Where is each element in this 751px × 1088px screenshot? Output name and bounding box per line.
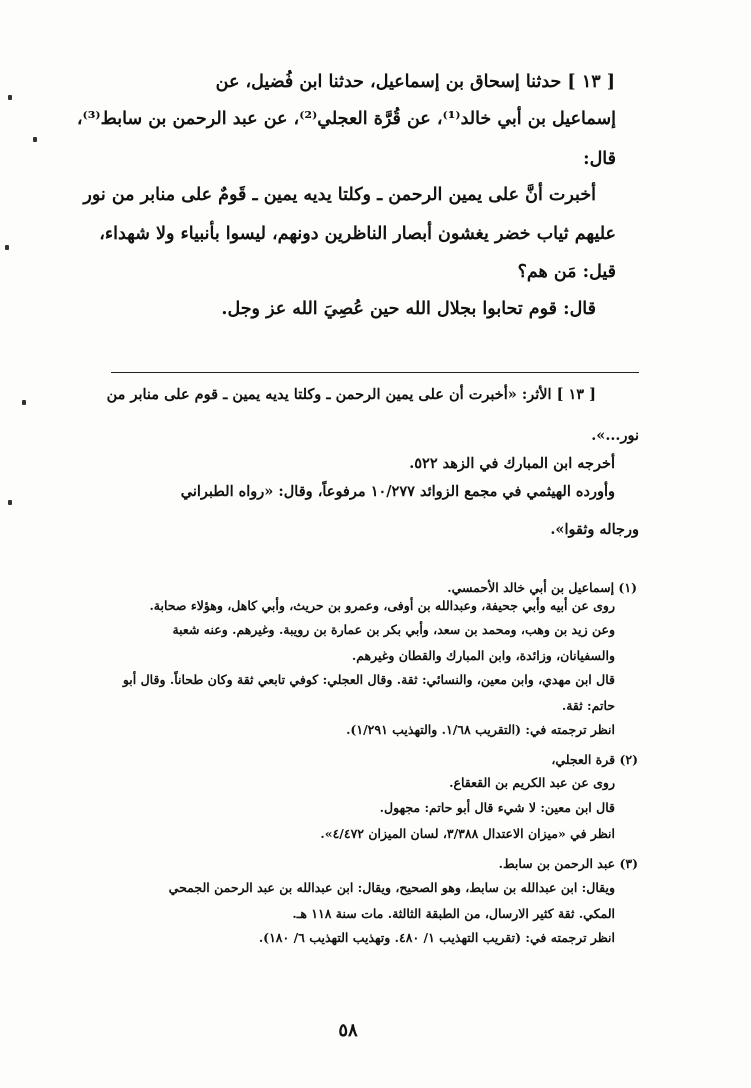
footnote-line: روى عن عبد الكريم بن القعقاع. [449, 775, 615, 790]
commentary-line: وأورده الهيثمي في مجمع الزوائد ١٠/٢٧٧ مرفوعاً، وقال: «رواه الطبراني [180, 483, 615, 500]
scan-speck [5, 245, 9, 250]
footnote-line: ويقال: ابن عبدالله بن سابط، وهو الصحيح، ويقال: ابن عبدالله بن عبد الرحمن الجمحي [168, 880, 615, 895]
footnote-line: (٣) عبد الرحمن بن سابط. [498, 856, 638, 871]
footnote-line: انظر ترجمته في: (تقريب التهذيب ١/ ٤٨٠. وتهذيب التهذيب ٦/ ١٨٠). [258, 930, 615, 945]
footnote-line: انظر في «ميزان الاعتدال ٣/٣٨٨، لسان الميزان ٤/٤٧٢». [320, 826, 615, 841]
footnote-line: قال ابن معين: لا شيء قال أبو حاتم: مجهول. [379, 800, 615, 815]
footnote-line: (١) إسماعيل بن أبي خالد الأحمسي. [447, 580, 637, 595]
footnote-line: روى عن أبيه وأبي جحيفة، وعبدالله بن أوفى، وعمرو بن حريث، وأبي كاهل، وهؤلاء صحابة. [149, 598, 615, 613]
scan-speck [33, 137, 37, 142]
commentary-line: [ ١٣ ] الأثر: «أخبرت أن على يمين الرحمن ـ وكلتا يديه يمين ـ قوم على منابر من [106, 386, 596, 403]
scan-speck [8, 95, 12, 100]
footnote-line: انظر ترجمته في: (التقريب ١/٦٨. والتهذيب ١/٢٩١). [346, 722, 615, 737]
main-line: عليهم ثياب خضر يغشون أبصار الناظرين دونهم، ليسوا بأنبياء ولا شهداء، [99, 224, 616, 244]
separator-rule [111, 372, 639, 373]
scan-speck [8, 500, 12, 505]
scan-speck [22, 400, 26, 405]
main-line: قيل: مَن هم؟ [517, 262, 616, 282]
main-line: قال: قوم تحابوا بجلال الله حين عُصِيَ الله عز وجل. [221, 299, 596, 319]
footnote-line: المكي. ثقة كثير الارسال، من الطبقة الثالثة. مات سنة ١١٨ هـ. [292, 906, 615, 921]
commentary-line: ورجاله وثقوا». [550, 521, 639, 538]
commentary-line: أخرجه ابن المبارك في الزهد ٥٢٢. [409, 455, 615, 472]
footnote-line: حاتم: ثقة. [561, 698, 615, 713]
commentary-line: نور...». [591, 427, 639, 444]
main-line: قال: [583, 149, 616, 169]
main-line: أخبرت أنَّ على يمين الرحمن ـ وكلتا يديه يمين ـ قَومٌ على منابر من نور [83, 185, 596, 205]
main-line: [ ١٣ ] حدثنا إسحاق بن إسماعيل، حدثنا ابن فُضيل، عن [215, 72, 615, 92]
footnote-line: قال ابن مهدي، وابن معين، والنسائي: ثقة. وقال العجلي: كوفي تابعي ثقة وكان طحاناً. وقال أبو [122, 672, 615, 687]
footnote-line: وعن زيد بن وهب، ومحمد بن سعد، وأبي بكر بن عمارة بن رويبة. وغيرهم. وعنه شعبة [172, 622, 615, 637]
page-number: ٥٨ [338, 1020, 358, 1041]
main-line: إسماعيل بن أبي خالد⁽¹⁾، عن قُرَّة العجلي⁽²⁾، عن عبد الرحمن بن سابط⁽³⁾، [76, 109, 616, 129]
footnote-line: (٢) قرة العجلي، [551, 752, 638, 767]
footnote-line: والسفيانان، وزائدة، وابن المبارك والقطان وغيرهم. [351, 648, 615, 663]
